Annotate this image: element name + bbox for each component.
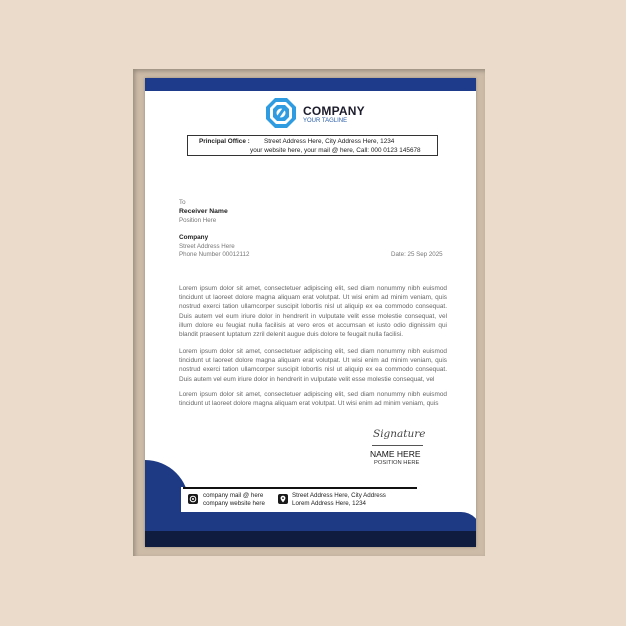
footer-address-line2: Lorem Address Here, 1234 <box>292 500 366 507</box>
body-paragraph-3: Lorem ipsum dolor sit amet, consectetuer adipiscing elit, sed diam nonummy nibh euismod tincidunt ut laoreet dolore magna aliquam erat volutpat. Ut wisi enim ad minim veniam, quis <box>179 391 447 408</box>
footer-website: company website here <box>203 500 265 507</box>
company-name: COMPANY <box>303 104 365 118</box>
body-paragraph-2: Lorem ipsum dolor sit amet, consectetuer adipiscing elit, sed diam nonummy nibh euismod tincidunt ut laoreet dolore magna aliquam erat volutpat. Ut wisi enim ad minim veniam, quis nostrud exerci tation ullamcorper suscipit lobortis nisl ut aliquip ex ea commodo consequat. Duis autem vel eum iriure dolor in hendrerit in vulputate velit esse molestie consequat, vel <box>179 348 447 383</box>
header-address-line1: Street Address Here, City Address Here, 1234 <box>264 138 395 145</box>
signature-line <box>372 445 423 446</box>
principal-office-label: Principal Office : <box>199 138 250 145</box>
signature-script: Signature <box>373 428 426 440</box>
sender-address: Street Address Here <box>179 243 235 250</box>
letterhead-page <box>145 78 476 547</box>
sender-phone: Phone Number 00012112 <box>179 251 250 258</box>
footer-bottom-blue-shape <box>181 512 476 532</box>
mail-icon <box>188 494 198 504</box>
top-color-band <box>145 78 476 91</box>
receiver-name: Receiver Name <box>179 208 228 215</box>
bottom-color-band <box>145 531 476 547</box>
location-pin-icon <box>278 494 288 504</box>
signer-name: NAME HERE <box>370 449 421 459</box>
signer-position: POSITION HERE <box>374 460 420 466</box>
footer-rule <box>183 487 417 489</box>
body-paragraph-1: Lorem ipsum dolor sit amet, consectetuer adipiscing elit, sed diam nonummy nibh euismod tincidunt ut laoreet dolore magna aliquam erat volutpat. Ut wisi enim ad minim veniam, quis nostrud exerci tation ullamcorper suscipit lobortis nisl ut aliquip ex ea commodo consequat. Duis autem vel eum iriure dolor in hendrerit in vulputate velit esse molestie consequat, vel illum dolore eu feugiat nulla facilisis at vero eros et accumsan et iusto odio dignissim qui blandit praesent luptatum zzril delenit augue duis dolore te feugait nulla facilisi. <box>179 285 447 339</box>
company-logo-icon <box>265 97 297 129</box>
letter-date: Date: 25 Sep 2025 <box>391 251 443 258</box>
receiver-position: Position Here <box>179 217 217 224</box>
header-address-line2: your website here, your mail @ here, Call: 000 0123 145678 <box>250 147 421 154</box>
sender-company: Company <box>179 234 209 241</box>
to-label: To <box>179 199 186 206</box>
company-tagline: YOUR TAGLINE <box>303 118 348 124</box>
footer-mail: company mail @ here <box>203 492 264 499</box>
footer-address-line1: Street Address Here, City Address <box>292 492 386 499</box>
header-address-box <box>187 135 438 156</box>
